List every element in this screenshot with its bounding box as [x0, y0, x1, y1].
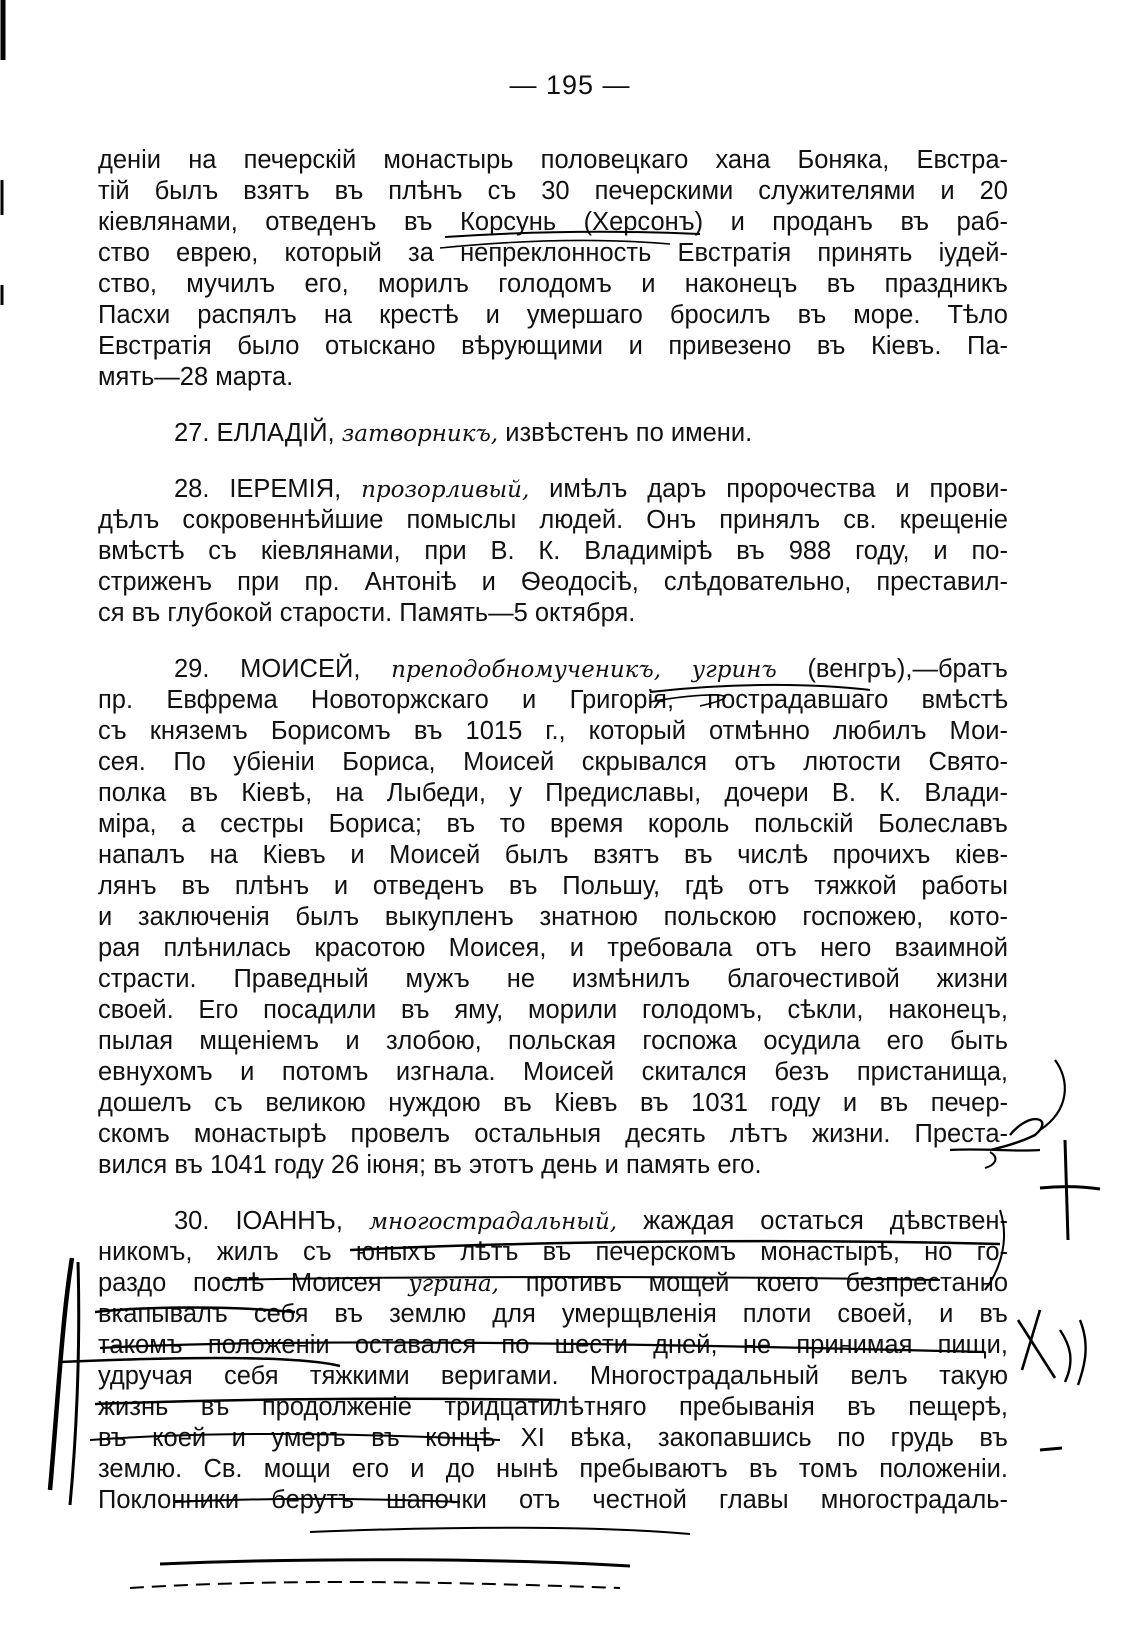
pen-underline: [160, 1560, 630, 1566]
text-column: [98, 145, 1008, 1516]
margin-mark-xi: [1022, 1310, 1040, 1370]
text-line: міра, а сестры Бориса; въ то время король польскій Болеславъ: [98, 810, 1008, 838]
text-fragment: раздо послѣ Моисея: [98, 1269, 382, 1297]
margin-cross-mark: [1065, 1140, 1068, 1240]
margin-cross-mark: [1040, 1187, 1100, 1189]
text-line: напалъ на Кіевъ и Моисей былъ взятъ въ числѣ прочихъ кіев-: [98, 841, 1008, 869]
text-line: дѣлъ сокровеннѣйшие помыслы людей. Онъ принялъ св. крещеніе: [98, 506, 1008, 534]
text-line: кіевлянами, отведенъ въ Корсунь (Херсонъ) и проданъ въ раб-: [98, 208, 1008, 236]
text-line: вмѣстѣ съ кіевлянами, при В. К. Владимірѣ въ 988 году, и по-: [98, 537, 1008, 565]
text-line: полка въ Кіевѣ, на Лыбеди, у Предиславы, дочери В. К. Влади-: [98, 779, 1008, 807]
text-line: ся въ глубокой старости. Память—5 октября.: [98, 599, 636, 627]
margin-vertical-stroke: [50, 1258, 72, 1490]
text-fragment: противъ мощей коего безпрестанно: [525, 1269, 1008, 1297]
text-line: удручая себя тяжкими веригами. Многострадальный велъ такую: [98, 1362, 1008, 1390]
margin-mark-xi: [1060, 1330, 1070, 1382]
paragraph-30: [98, 1206, 1008, 1516]
text-line: стриженъ при пр. Антоніѣ и Ѳеодосіѣ, слѣдовательно, преставил-: [98, 568, 1008, 596]
saint-name: ЕЛЛАДІЙ,: [216, 419, 335, 447]
entry-number: 29.: [174, 655, 210, 683]
text-line: Поклонники берутъ шапочки отъ честной главы многострадаль-: [98, 1486, 1008, 1514]
saint-name: ІЕРЕМІЯ,: [229, 475, 342, 503]
entry-number: 30.: [174, 1207, 210, 1235]
pen-underline: [130, 1582, 620, 1588]
margin-tick: [1040, 1448, 1062, 1450]
saint-name: ІОАННЪ,: [235, 1207, 343, 1235]
text-line: [98, 418, 1008, 449]
paragraph-27: [98, 418, 1008, 449]
paragraph-29: [98, 654, 1008, 1181]
text-line: мять—28 марта.: [98, 363, 294, 391]
text-line: деніи на печерскій монастырь половецкаго хана Боняка, Евстра-: [98, 146, 1008, 174]
entry-text: жаждая остаться дѣвствен-: [643, 1207, 1008, 1235]
paragraph-28: [98, 474, 1008, 629]
text-line: тій былъ взятъ въ плѣнъ съ 30 печерскими служителями и 20: [98, 177, 1008, 205]
text-line: съ княземъ Борисомъ въ 1015 г., который отмѣнно любилъ Мои-: [98, 717, 1008, 745]
margin-mark-xi: [1018, 1320, 1055, 1378]
text-line: пр. Евфрема Новоторжскаго и Григорія, пострадавшаго вмѣстѣ: [98, 686, 1008, 714]
margin-mark-xi: [1078, 1320, 1086, 1385]
pen-strike: [310, 1528, 690, 1534]
text-line: вился въ 1041 году 26 іюня; въ этотъ день и память его.: [98, 1151, 762, 1179]
text-line: Евстратія было отыскано вѣрующими и привезено въ Кіевъ. Па-: [98, 332, 1008, 360]
text-line: сея. По убіеніи Бориса, Моисей скрывался отъ лютости Свято-: [98, 748, 1008, 776]
text-line: [98, 1206, 1008, 1237]
saint-epithet: многострадальный,: [368, 1209, 618, 1235]
text-line: такомъ положеніи оставался по шести дней, не принимая пищи,: [98, 1331, 1008, 1359]
saint-epithet: прозорливый,: [361, 477, 530, 503]
text-line: своей. Его посадили въ яму, морили голодомъ, сѣкли, наконецъ,: [98, 996, 1008, 1024]
saint-epithet: преподобномученикъ,: [391, 657, 662, 683]
text-line: землю. Св. мощи его и до нынѣ пребываютъ въ томъ положеніи.: [98, 1455, 1008, 1483]
text-line: никомъ, жилъ съ юныхъ лѣтъ въ печерскомъ монастырѣ, но го-: [98, 1238, 1008, 1266]
text-line: и заключенія былъ выкупленъ знатною польскою госпожею, кото-: [98, 903, 1008, 931]
text-line: Пасхи распялъ на крестѣ и умершаго бросилъ въ море. Тѣло: [98, 301, 1008, 329]
entry-text: (венгръ),—братъ: [807, 655, 1008, 683]
saint-epithet: затворникъ,: [341, 421, 499, 447]
entry-text: имѣлъ даръ пророчества и прови-: [549, 475, 1008, 503]
text-line: скомъ монастырѣ провелъ остальныя десять лѣтъ жизни. Преста-: [98, 1120, 1008, 1148]
text-line: въ коей и умеръ въ концѣ XI вѣка, закопавшись по грудь въ: [98, 1424, 1008, 1452]
entry-number: 28.: [174, 475, 210, 503]
entry-number: 27.: [174, 419, 210, 447]
text-line: вкапывалъ себя въ землю для умерщвленія плоти своей, и въ: [98, 1300, 1008, 1328]
text-line: рая плѣнилась красотою Моисея, и требовала отъ него взаимной: [98, 934, 1008, 962]
text-line: евнухомъ и потомъ изгнала. Моисей скитался безъ пристанища,: [98, 1058, 1008, 1086]
margin-bracket: [1040, 1060, 1065, 1130]
text-line: жизнь въ продолженіе тридцатилѣтняго пребыванія въ пещерѣ,: [98, 1393, 1008, 1421]
text-line: [98, 474, 1008, 505]
text-line: [98, 1268, 1008, 1299]
paragraph-26-continuation: [98, 145, 1008, 393]
saint-epithet-origin: угрина,: [408, 1271, 499, 1297]
text-line: дошелъ съ великою нуждою въ Кіевъ въ 1031 году и въ печер-: [98, 1089, 1008, 1117]
saint-name: МОИСЕЙ,: [240, 655, 361, 683]
entry-text: извѣстенъ по имени.: [505, 419, 753, 447]
text-line: ство, мучилъ его, морилъ голодомъ и наконецъ въ праздникъ: [98, 270, 1008, 298]
margin-vertical-stroke: [70, 1262, 79, 1505]
text-line: ство еврею, который за непреклонность Евстратія принять іудей-: [98, 239, 1008, 267]
saint-epithet-origin: угринъ: [691, 657, 777, 683]
text-line: [98, 654, 1008, 685]
text-line: пылая мщеніемъ и злобою, польская госпожа осудила его быть: [98, 1027, 1008, 1055]
text-line: страсти. Праведный мужъ не измѣнилъ благочестивой жизни: [98, 965, 1008, 993]
page-number: — 195 —: [509, 70, 631, 100]
text-line: лянъ въ плѣнъ и отведенъ въ Польшу, гдѣ отъ тяжкой работы: [98, 872, 1008, 900]
